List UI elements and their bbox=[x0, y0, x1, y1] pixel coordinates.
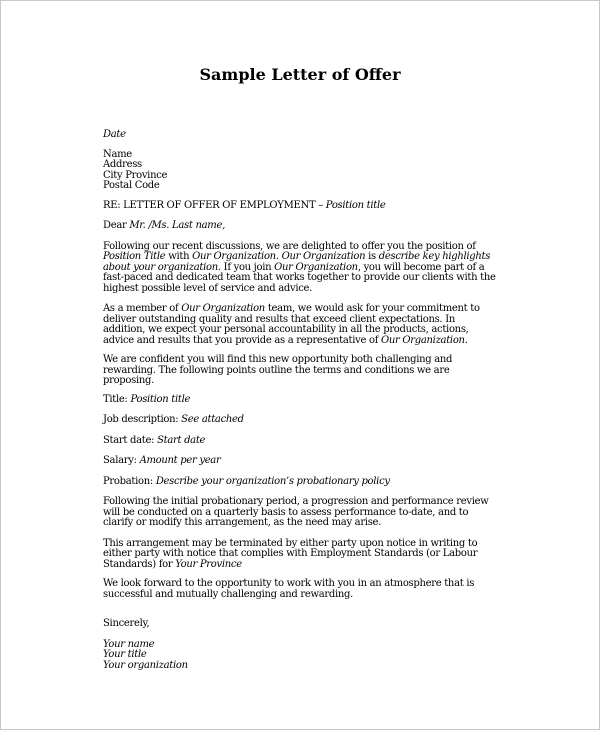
term-salary bbox=[103, 456, 497, 467]
term-job-description-value: See attached bbox=[181, 414, 244, 425]
paragraph-performance-review bbox=[103, 497, 497, 529]
text-run: with bbox=[165, 251, 193, 262]
paragraph-member-expectations bbox=[103, 304, 497, 346]
signature-your-name: Your name bbox=[103, 638, 155, 650]
text-run: Following the initial probationary period, a progression and performance review will be conducted on a quarterly basis to assess performance to-date, and to clarify or modify this arrangement, as the need may arise. bbox=[103, 496, 489, 528]
page-title: Sample Letter of Offer bbox=[199, 65, 401, 84]
text-run: . bbox=[275, 251, 282, 262]
term-salary-value: Amount per year bbox=[139, 455, 221, 466]
text-run: Our Organization bbox=[274, 261, 358, 273]
term-title bbox=[103, 395, 497, 406]
salutation-prefix: Dear bbox=[103, 220, 130, 231]
recipient-postal-code: Postal Code bbox=[103, 180, 160, 191]
term-start-date bbox=[103, 436, 497, 447]
text-run: is bbox=[365, 251, 379, 262]
text-run: Our Organization bbox=[381, 334, 465, 346]
signature-your-organization: Your organization bbox=[103, 659, 188, 671]
text-run: Following our recent discussions, we are delighted to offer you the position of bbox=[103, 240, 476, 252]
text-run: Our Organization bbox=[281, 251, 366, 262]
text-run: Position Title bbox=[103, 251, 166, 262]
term-probation-label: Probation: bbox=[103, 475, 156, 487]
closing-line: Sincerely, bbox=[103, 618, 150, 629]
text-run: . If you join bbox=[217, 261, 275, 273]
paragraph-termination bbox=[103, 539, 497, 571]
signature-your-title: Your title bbox=[103, 649, 147, 660]
recipient-name: Name bbox=[103, 148, 132, 160]
term-title-label: Title: bbox=[103, 393, 131, 405]
paragraph-look-forward bbox=[103, 579, 497, 600]
text-run: , you will become part of a fast-paced and dedicated team that works together to provide our clients with the highest possible level of service and advice. bbox=[103, 261, 496, 294]
term-probation-value: Describe your organization’s probationary policy bbox=[155, 475, 390, 487]
term-probation bbox=[103, 477, 497, 488]
recipient-address: Address bbox=[103, 159, 142, 170]
text-run: We look forward to the opportunity to work with you in an atmosphere that is successful and mutually challenging and rewarding. bbox=[103, 578, 475, 600]
term-job-description-label: Job description: bbox=[103, 414, 182, 425]
text-run: team, we would ask for your commitment to deliver outstanding quality and results that exceed client expectations. In addition, we expect your personal accountability in all the products, actions, advice and results that you provide as a representative of bbox=[103, 303, 480, 346]
recipient-address-block bbox=[103, 150, 497, 192]
term-job-description bbox=[103, 415, 497, 426]
text-run: describe key highlights about your organization bbox=[103, 251, 491, 273]
re-position-title-placeholder: Position title bbox=[325, 199, 386, 211]
term-start-date-value: Start date bbox=[157, 434, 206, 446]
text-run: . bbox=[464, 334, 468, 346]
text-run: Our Organization bbox=[181, 303, 265, 314]
term-title-value: Position title bbox=[130, 393, 191, 405]
re-subject-line bbox=[103, 201, 497, 212]
paragraph-terms-intro bbox=[103, 355, 497, 387]
re-subject-prefix: RE: LETTER OF OFFER OF EMPLOYMENT – bbox=[103, 199, 326, 211]
text-run: This arrangement may be terminated by either party upon notice in writing to either party with notice that complies with Employment Standards (or Labour Standards) for bbox=[103, 537, 478, 570]
date-placeholder: Date bbox=[103, 129, 126, 140]
text-run: We are confident you will find this new opportunity both challenging and rewarding. The following points outline the terms and conditions we are proposing. bbox=[103, 354, 453, 386]
signature-block bbox=[103, 640, 497, 672]
term-start-date-label: Start date: bbox=[103, 434, 158, 446]
paragraph-opening-offer bbox=[103, 242, 497, 295]
recipient-city-province: City Province bbox=[103, 169, 168, 181]
text-run: Our Organization bbox=[192, 251, 276, 262]
salutation-line bbox=[103, 221, 497, 232]
letter-body bbox=[103, 130, 497, 671]
term-salary-label: Salary: bbox=[103, 455, 140, 466]
salutation-name-placeholder: Mr. /Ms. Last name, bbox=[129, 220, 225, 231]
text-run: Your Province bbox=[175, 558, 242, 570]
text-run: As a member of bbox=[103, 303, 182, 314]
